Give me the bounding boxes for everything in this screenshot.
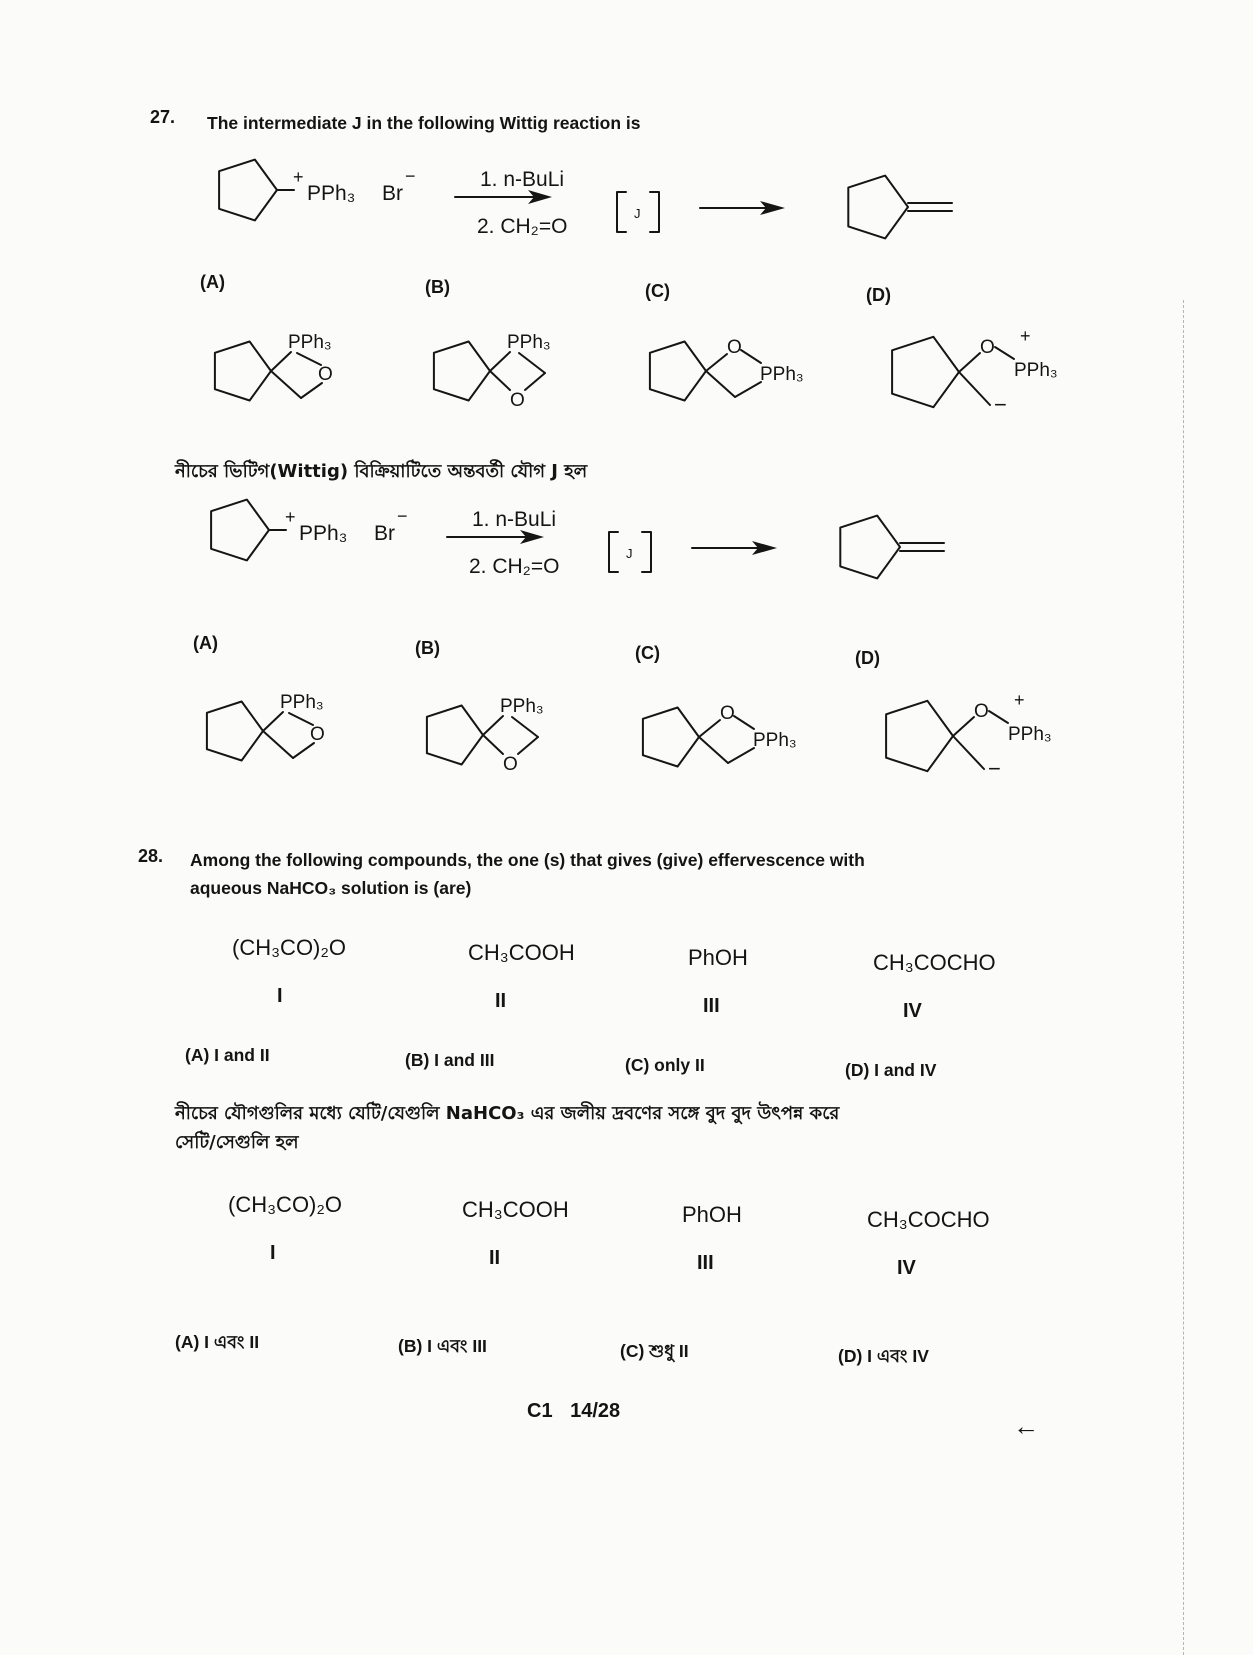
bracket-left (617, 192, 626, 232)
bond-phosphorus-methylene (728, 748, 754, 763)
pph3-group: PPh₃ (307, 182, 356, 205)
cyclopentane-ring (892, 337, 959, 407)
q27-bn-option-d-label: (D) (855, 648, 880, 668)
oxygen-label: O (318, 364, 333, 385)
question-28-text-en-line2: aqueous NaHCO₃ solution is (are) (190, 878, 472, 898)
bond-oxygen-phosphorus (734, 716, 754, 729)
q27-option-d-structure (880, 322, 1065, 422)
cyclopentane-ring (886, 701, 953, 771)
q27-bn-option-b-structure (412, 690, 572, 790)
bromide-ion: Br (382, 182, 403, 205)
cyclopentane-ring (650, 342, 706, 401)
bond-methylene-spiro (699, 737, 728, 763)
compound-4-formula-bn: CH₃COCHO (867, 1207, 990, 1232)
q28-bn-option-d: (D) I এবং IV (838, 1346, 929, 1366)
q27-option-a-structure (200, 326, 360, 426)
q27-option-c-structure (635, 326, 815, 426)
compound-2-formula: CH₃COOH (468, 940, 575, 965)
bond-carbon-methylene (959, 372, 990, 405)
intermediate-j: J (626, 546, 633, 561)
page-footer-code: C1 14/28 (527, 1400, 621, 1422)
q28-option-c: (C) only II (625, 1055, 705, 1075)
q27-option-a-label: (A) (200, 272, 225, 292)
oxygen-label: O (727, 337, 742, 358)
cyclopentyl-ring (211, 500, 269, 561)
compound-2-numeral-bn: II (489, 1247, 501, 1269)
oxygen-label: O (503, 754, 518, 775)
q27-bn-option-d-structure (874, 686, 1059, 786)
margin-arrow-icon: ← (1013, 1411, 1039, 1441)
scan-edge-line (1183, 300, 1184, 1655)
bond-carbon-oxygen (953, 717, 974, 736)
bond-spiro-oxygen (699, 720, 720, 737)
question-28-text-bn-line2: সেটি/সেগুলি হল (175, 1132, 299, 1153)
q27-option-c-label: (C) (645, 281, 670, 301)
bromide-charge: − (405, 166, 416, 186)
bond-methylene-oxygen (525, 373, 545, 390)
bond-methylene-spiro (706, 371, 735, 397)
bond-spiro-phosphorus (271, 352, 291, 371)
bond-spiro-oxygen (706, 354, 727, 371)
bromide-ion: Br (374, 522, 395, 545)
q28-option-d: (D) I and IV (845, 1060, 937, 1080)
pph3-label: PPh₃ (753, 730, 797, 751)
oxygen-label: O (980, 337, 995, 358)
compound-3-numeral-bn: III (697, 1252, 714, 1274)
q27-bn-option-b-label: (B) (415, 638, 440, 658)
question-28-number: 28. (138, 846, 164, 866)
q28-bn-option-c: (C) শুধু II (620, 1341, 689, 1361)
bond-oxygen-methylene (301, 383, 322, 398)
compound-1-numeral: I (277, 985, 283, 1007)
q27-bn-option-a-label: (A) (193, 633, 218, 653)
intermediate-j: J (634, 206, 641, 221)
bracket-left (609, 532, 618, 572)
compound-3-formula: PhOH (688, 945, 748, 970)
bond-oxygen-phosphorus (995, 347, 1014, 359)
cyclopentane-ring (207, 702, 263, 761)
bracket-right (642, 532, 651, 572)
bond-carbon-oxygen (959, 353, 980, 372)
oxygen-label: O (510, 390, 525, 411)
compound-4-formula: CH₃COCHO (873, 950, 996, 975)
pph3-label: PPh₃ (760, 364, 804, 385)
bond-oxygen-spiro (490, 371, 510, 390)
cyclopentane-ring (434, 342, 490, 401)
wittig-reaction-scheme-bn (192, 490, 992, 590)
cyclopentane-ring (643, 708, 699, 767)
product-ring (840, 516, 900, 579)
compound-3-numeral: III (703, 995, 720, 1017)
bond-oxygen-phosphorus (741, 350, 761, 363)
pph3-label: PPh₃ (1014, 360, 1058, 381)
step-2-reagent: 2. CH₂=O (469, 555, 560, 578)
q27-option-d-label: (D) (866, 285, 891, 305)
bond-oxygen-methylene (293, 743, 314, 758)
oxygen-label: O (310, 724, 325, 745)
bond-spiro-phosphorus (483, 716, 503, 735)
compound-1-numeral-bn: I (270, 1242, 276, 1264)
compound-2-numeral: II (495, 990, 507, 1012)
bracket-right (650, 192, 659, 232)
q27-bn-option-c-label: (C) (635, 643, 660, 663)
compound-1-formula: (CH₃CO)₂O (232, 935, 347, 960)
question-27-text-bn: নীচের ভিটিগ(Wittig) বিক্রিয়াটিতে অন্তবর্তী যৌগ J হল (175, 461, 588, 482)
oxygen-label: O (720, 703, 735, 724)
cyclopentane-ring (215, 342, 271, 401)
oxygen-label: O (974, 701, 989, 722)
pph3-group: PPh₃ (299, 522, 348, 545)
compound-4-numeral-bn: IV (897, 1257, 916, 1279)
pph3-label: PPh₃ (500, 696, 544, 717)
bond-methylene-spiro (271, 371, 301, 398)
q28-bn-option-a: (A) I এবং II (175, 1332, 260, 1352)
pph3-label: PPh₃ (1008, 724, 1052, 745)
q27-option-b-structure (419, 326, 579, 426)
compound-1-formula-bn: (CH₃CO)₂O (228, 1192, 343, 1217)
pph3-label: PPh₃ (288, 332, 332, 353)
bond-carbon-methylene (953, 736, 984, 769)
bond-oxygen-spiro (483, 735, 503, 754)
wittig-reaction-scheme-en (200, 150, 1000, 250)
phosphonium-charge: + (1020, 326, 1031, 346)
q27-option-b-label: (B) (425, 277, 450, 297)
carbanion-charge: − (988, 756, 1001, 781)
bond-methylene-oxygen (518, 737, 538, 754)
phosphonium-charge: + (293, 167, 304, 187)
product-ring (848, 176, 908, 239)
bromide-charge: − (397, 506, 408, 526)
compound-4-numeral: IV (903, 1000, 922, 1022)
q27-bn-option-c-structure (628, 692, 808, 792)
q28-option-b: (B) I and III (405, 1050, 495, 1070)
cyclopentane-ring (427, 706, 483, 765)
phosphonium-charge: + (1014, 690, 1025, 710)
carbanion-charge: − (994, 392, 1007, 417)
bond-phosphorus-methylene (519, 353, 545, 373)
q28-option-a: (A) I and II (185, 1045, 270, 1065)
question-28-text-en-line1: Among the following compounds, the one (s) that gives (give) effervescence with (190, 850, 865, 870)
cyclopentyl-ring (219, 160, 277, 221)
question-27-number: 27. (150, 107, 176, 127)
bond-phosphorus-methylene (512, 717, 538, 737)
compound-3-formula-bn: PhOH (682, 1202, 742, 1227)
bond-spiro-phosphorus (490, 352, 510, 371)
bond-oxygen-phosphorus (989, 711, 1008, 723)
q28-bn-option-b: (B) I এবং III (398, 1336, 487, 1356)
step-2-reagent: 2. CH₂=O (477, 215, 568, 238)
pph3-label: PPh₃ (507, 332, 551, 353)
phosphonium-charge: + (285, 507, 296, 527)
bond-phosphorus-methylene (735, 382, 761, 397)
question-28-text-bn-line1: নীচের যৌগগুলির মধ্যে যেটি/যেগুলি NaHCO₃ এর জলীয় দ্রবণের সঙ্গে বুদ বুদ উৎপন্ন করে (175, 1103, 840, 1124)
bond-spiro-phosphorus (263, 712, 283, 731)
bond-methylene-spiro (263, 731, 293, 758)
question-27-text-en: The intermediate J in the following Wittig reaction is (207, 113, 641, 133)
step-1-reagent: 1. n-BuLi (472, 508, 557, 531)
q27-bn-option-a-structure (192, 686, 352, 786)
step-1-reagent: 1. n-BuLi (480, 168, 565, 191)
compound-2-formula-bn: CH₃COOH (462, 1197, 569, 1222)
pph3-label: PPh₃ (280, 692, 324, 713)
